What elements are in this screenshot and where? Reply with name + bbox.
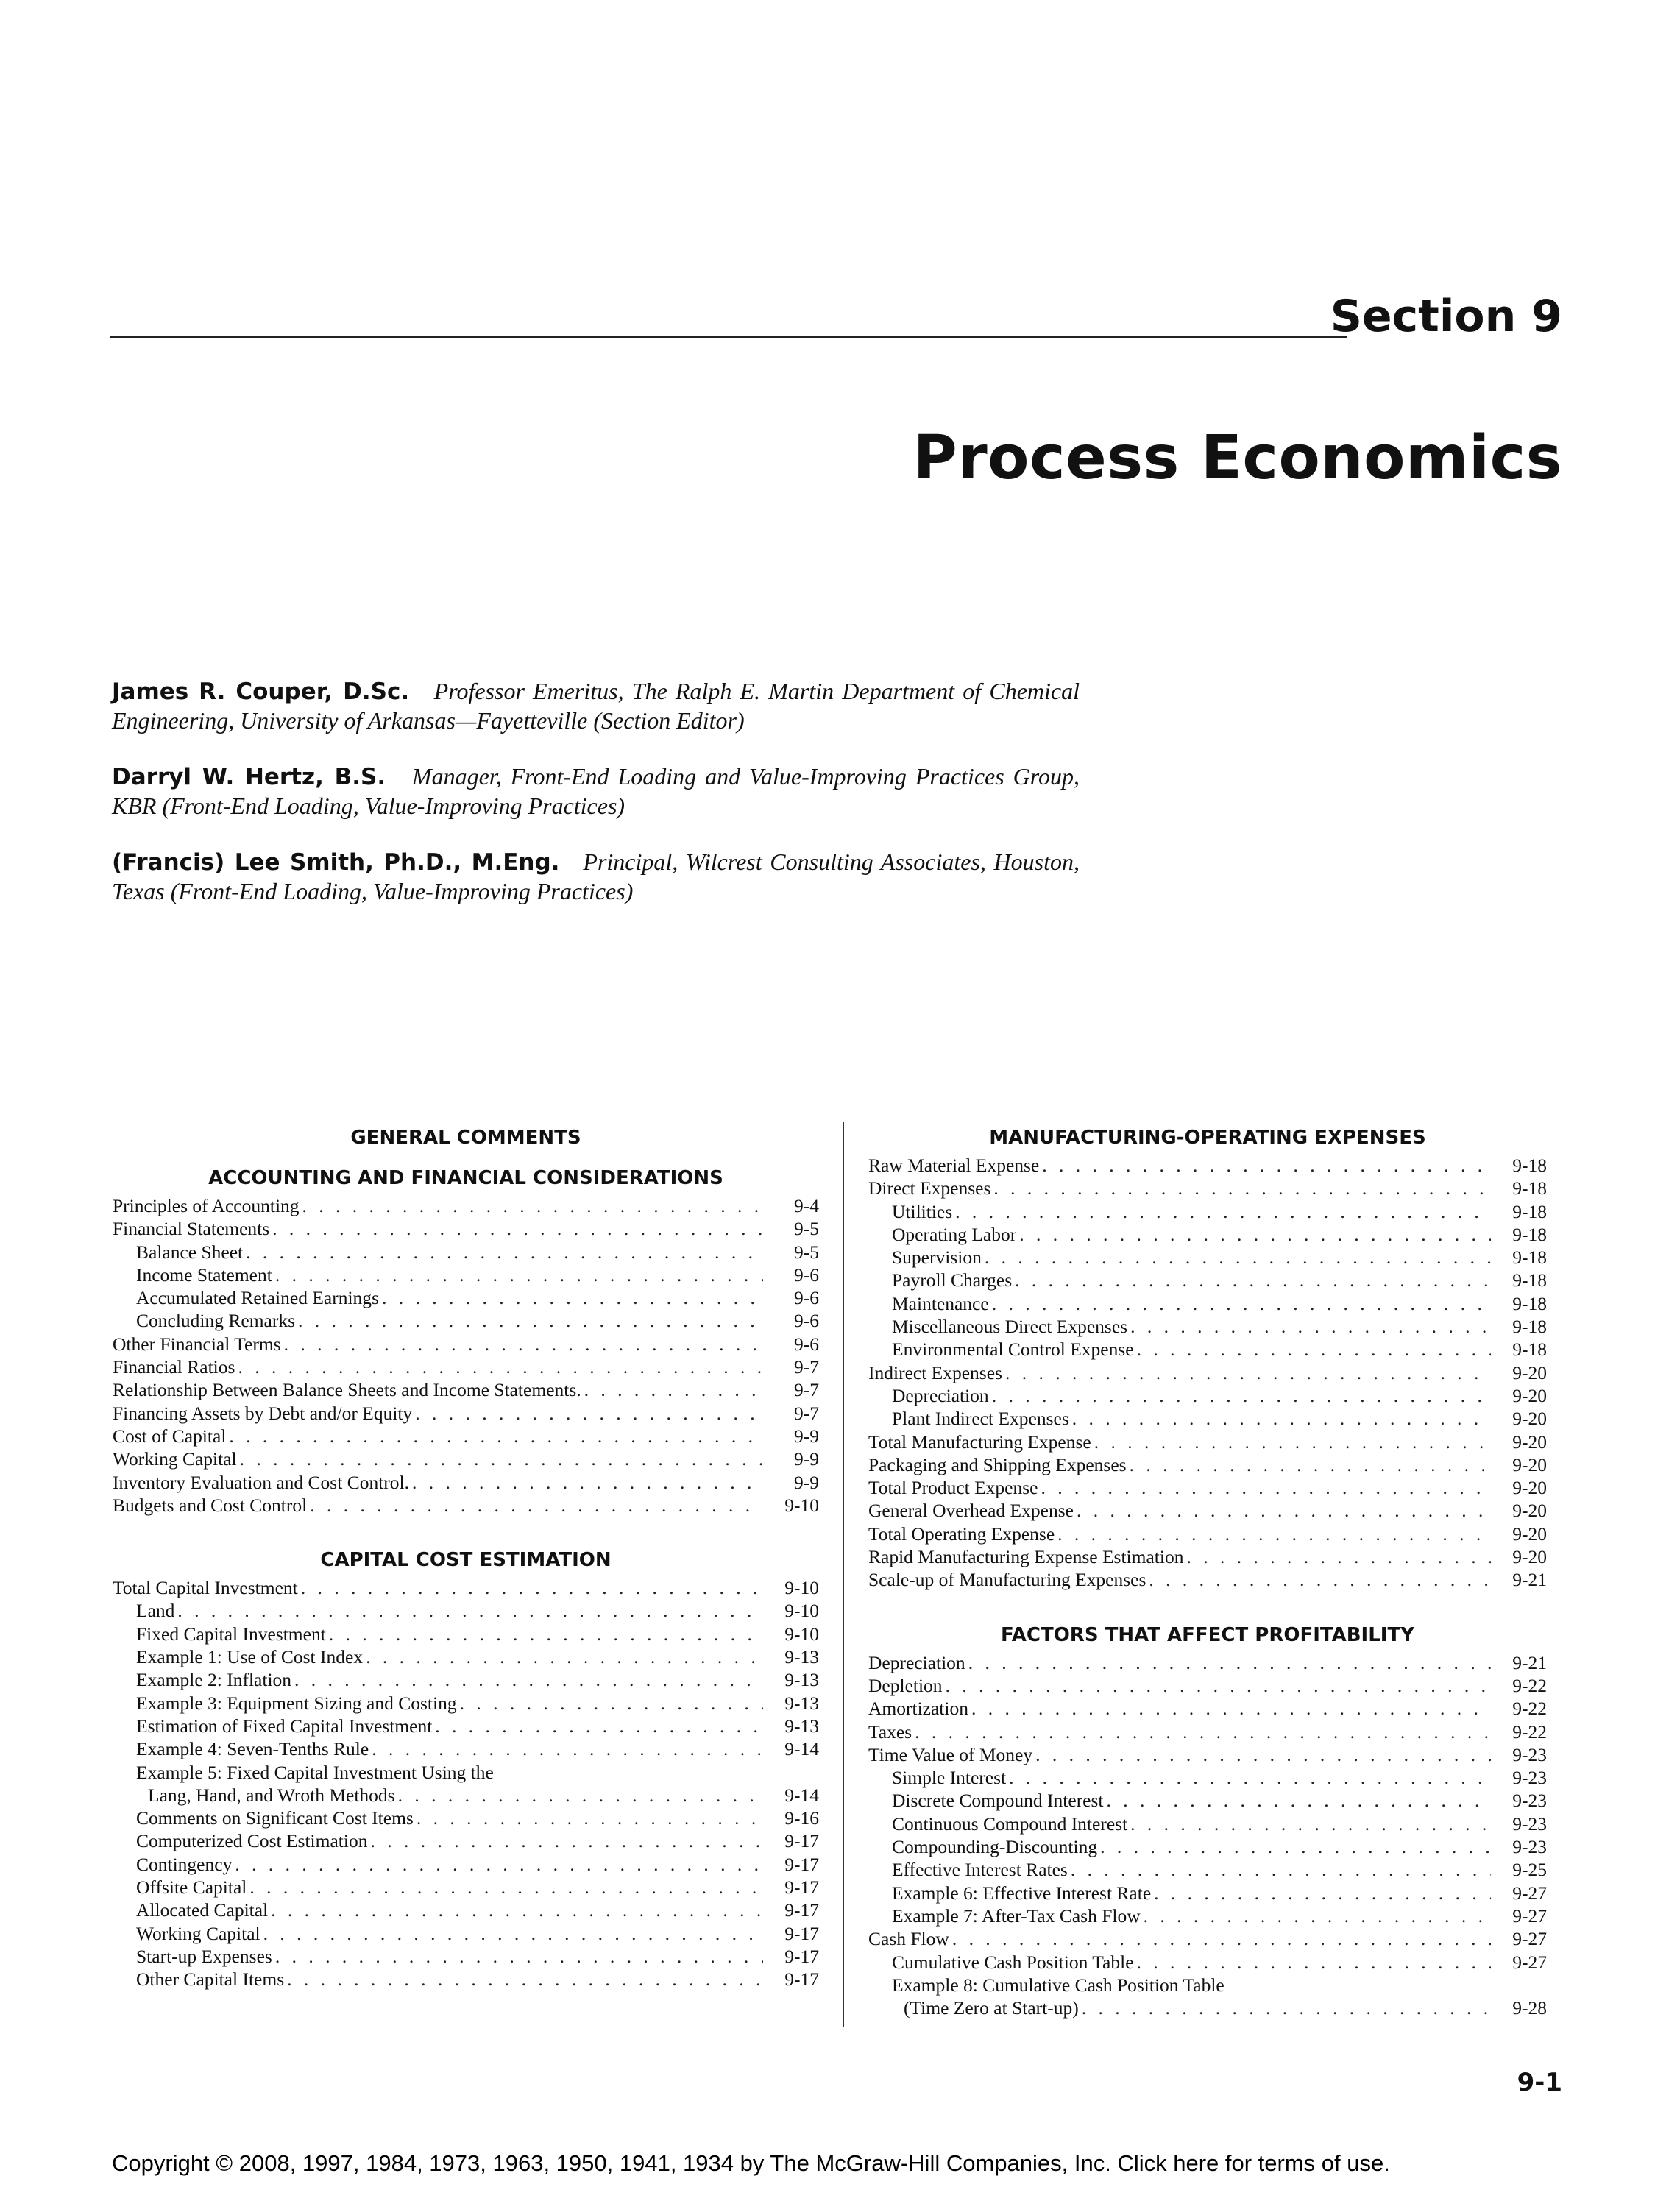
- toc-entry-label: Balance Sheet: [136, 1241, 244, 1263]
- toc-entry[interactable]: [868, 1499, 1547, 1522]
- toc-entry[interactable]: [868, 1523, 1547, 1545]
- toc-entry-label: Financial Statements: [113, 1218, 270, 1240]
- toc-entry-page: 9-18: [1512, 1200, 1547, 1222]
- toc-entry-page: 9-20: [1512, 1361, 1547, 1383]
- toc-entry-label: Taxes: [868, 1720, 912, 1743]
- toc-entry[interactable]: [113, 1692, 819, 1715]
- toc-entry[interactable]: [113, 1355, 819, 1378]
- toc-entry-page: 9-21: [1512, 1651, 1547, 1673]
- toc-entry[interactable]: [113, 1968, 819, 1991]
- toc-entry-page: 9-20: [1512, 1431, 1547, 1453]
- toc-entry-label: Depreciation: [892, 1384, 989, 1406]
- toc-entry[interactable]: [868, 1223, 1547, 1246]
- toc-entry-page: 9-17: [784, 1922, 819, 1944]
- toc-entry-label: Start-up Expenses: [136, 1945, 272, 1967]
- toc-entry[interactable]: [868, 1453, 1547, 1476]
- toc-entry-label: Example 7: After-Tax Cash Flow: [892, 1904, 1141, 1927]
- toc-entry[interactable]: [113, 1286, 819, 1309]
- toc-entry-label: Time Value of Money: [868, 1743, 1033, 1765]
- toc-entry-page: 9-17: [784, 1876, 819, 1899]
- toc-entry[interactable]: [868, 1361, 1547, 1384]
- header-rule: [110, 336, 1347, 338]
- toc-entry[interactable]: [113, 1715, 819, 1737]
- toc-entry-page: 9-10: [784, 1623, 819, 1645]
- toc-entry-label: Compounding-Discounting: [892, 1836, 1098, 1858]
- toc-entry[interactable]: [868, 1407, 1547, 1430]
- toc-entry-page: 9-6: [794, 1310, 819, 1332]
- toc-entry[interactable]: [113, 1333, 819, 1355]
- author-name: James R. Couper, D.Sc.: [112, 678, 410, 705]
- toc-entry-page: 9-5: [794, 1241, 819, 1263]
- toc-entry-label: Offsite Capital: [136, 1876, 247, 1899]
- toc-entry-page: 9-20: [1512, 1477, 1547, 1499]
- toc-entry[interactable]: [113, 1623, 819, 1645]
- toc-entry-page: 9-14: [784, 1738, 819, 1760]
- toc-entry-page: 9-22: [1512, 1698, 1547, 1720]
- toc-entry-label: Depletion: [868, 1674, 943, 1696]
- toc-entry-label: Land: [136, 1600, 175, 1622]
- toc-entry-label: Direct Expenses: [868, 1177, 991, 1199]
- toc-entry[interactable]: [113, 1899, 819, 1921]
- toc-heading-capital: CAPITAL COST ESTIMATION: [320, 1549, 612, 1572]
- toc-entry[interactable]: [868, 1246, 1547, 1269]
- toc-entry-label: Other Capital Items: [136, 1968, 285, 1991]
- toc-entry-page: 9-10: [784, 1600, 819, 1622]
- toc-entry-label: Income Statement: [136, 1263, 272, 1286]
- toc-entry-page: 9-20: [1512, 1408, 1547, 1430]
- toc-entry-page: 9-17: [784, 1830, 819, 1852]
- toc-entry[interactable]: [868, 1674, 1547, 1697]
- toc-entry[interactable]: [868, 1697, 1547, 1720]
- toc-entry[interactable]: [868, 1545, 1547, 1568]
- toc-entry[interactable]: [113, 1194, 819, 1217]
- author-list: [112, 677, 1080, 933]
- toc-entry-label: Inventory Evaluation and Cost Control.: [113, 1471, 409, 1493]
- toc-entry[interactable]: [113, 1402, 819, 1425]
- toc-entry-label: Cost of Capital: [113, 1425, 227, 1447]
- toc-entry-label: Estimation of Fixed Capital Investment: [136, 1715, 433, 1737]
- toc-entry-page: 9-13: [784, 1692, 819, 1714]
- toc-entry[interactable]: [113, 1784, 819, 1807]
- toc-entry-label: Example 1: Use of Cost Index: [136, 1646, 364, 1668]
- toc-entry-page: 9-10: [784, 1494, 819, 1516]
- toc-entry-label: Maintenance: [892, 1292, 989, 1314]
- toc-entry-page: 9-27: [1512, 1928, 1547, 1950]
- toc-entry-page: 9-20: [1512, 1546, 1547, 1568]
- toc-entry-label: Cumulative Cash Position Table: [892, 1951, 1134, 1973]
- author-description: Principal, Wilcrest Consulting Associates, Houston, Texas (Front-End Loading, Value-Improving Practices): [112, 848, 1080, 904]
- toc-entry[interactable]: [868, 1651, 1547, 1674]
- toc-entry-page: 9-13: [784, 1715, 819, 1737]
- toc-entry[interactable]: [113, 1494, 819, 1517]
- toc-entry-page: 9-6: [794, 1287, 819, 1309]
- toc-entry-page: 9-7: [794, 1402, 819, 1424]
- toc-entry-label: Allocated Capital: [136, 1899, 269, 1921]
- toc-entry[interactable]: [113, 1425, 819, 1447]
- toc-entry[interactable]: [868, 1292, 1547, 1315]
- author-entry: [112, 848, 1080, 906]
- toc-entry-page: 9-21: [1512, 1569, 1547, 1591]
- toc-entry-page: 9-23: [1512, 1790, 1547, 1812]
- toc-entry-page: 9-6: [794, 1263, 819, 1286]
- toc-entry-label: Total Product Expense: [868, 1477, 1038, 1499]
- toc-entry[interactable]: [868, 1927, 1547, 1950]
- toc-entry-label: Contingency: [136, 1853, 233, 1875]
- toc-entry-page: 9-13: [784, 1669, 819, 1691]
- toc-heading-manufacturing: MANUFACTURING-OPERATING EXPENSES: [989, 1127, 1426, 1149]
- toc-entry-label: Effective Interest Rates: [892, 1859, 1068, 1881]
- toc-entry-label: Example 6: Effective Interest Rate: [892, 1882, 1152, 1904]
- toc-entry-page: 9-18: [1512, 1177, 1547, 1199]
- toc-entry-page: 9-25: [1512, 1859, 1547, 1881]
- toc-entry-label: Indirect Expenses: [868, 1361, 1002, 1383]
- toc-entry[interactable]: [868, 1766, 1547, 1789]
- toc-entry-label: Amortization: [868, 1698, 968, 1720]
- toc-entry-label: Fixed Capital Investment: [136, 1623, 326, 1645]
- author-entry: [112, 677, 1080, 735]
- toc-entry-page: 9-18: [1512, 1247, 1547, 1269]
- toc-entry-page: 9-7: [794, 1356, 819, 1378]
- toc-entry-label: Relationship Between Balance Sheets and Income Statements.: [113, 1379, 581, 1401]
- toc-entry-label: Financing Assets by Debt and/or Equity: [113, 1402, 413, 1424]
- toc-entry-page: 9-17: [784, 1899, 819, 1921]
- toc-entry-label: Accumulated Retained Earnings: [136, 1287, 379, 1309]
- author-entry: [112, 762, 1080, 820]
- toc-entry[interactable]: [868, 1315, 1547, 1338]
- toc-entry-page: 9-14: [784, 1784, 819, 1806]
- toc-entry-label: Simple Interest: [892, 1767, 1007, 1789]
- toc-entry-page: 9-23: [1512, 1743, 1547, 1765]
- toc-entry[interactable]: [113, 1217, 819, 1240]
- toc-entry-page: 9-18: [1512, 1292, 1547, 1314]
- toc-right-column: [868, 1122, 1547, 2019]
- toc-heading-general-comments: GENERAL COMMENTS: [350, 1127, 581, 1149]
- toc-entry-page: 9-23: [1512, 1812, 1547, 1835]
- toc-entry[interactable]: [868, 1904, 1547, 1927]
- toc-entry[interactable]: [868, 1476, 1547, 1499]
- author-description: Professor Emeritus, The Ralph E. Martin Department of Chemical Engineering, University of Arkansas—Fayetteville (Section Editor): [112, 678, 1080, 734]
- toc-entry[interactable]: [868, 1177, 1547, 1199]
- toc-entry[interactable]: [868, 1858, 1547, 1881]
- toc-entry[interactable]: [868, 1384, 1547, 1407]
- toc-entry[interactable]: [868, 1835, 1547, 1858]
- toc-entry-page: 9-7: [794, 1379, 819, 1401]
- toc-entry-page: 9-23: [1512, 1767, 1547, 1789]
- toc-entry-label: Working Capital: [113, 1448, 237, 1470]
- toc-entry-label: Miscellaneous Direct Expenses: [892, 1316, 1128, 1338]
- toc-entry-page: 9-9: [794, 1448, 819, 1470]
- toc-entry-label: Computerized Cost Estimation: [136, 1830, 368, 1852]
- toc-entry[interactable]: Example 5: Fixed Capital Investment Using the: [136, 1761, 494, 1783]
- toc-entry[interactable]: [868, 1338, 1547, 1361]
- toc-entry[interactable]: [113, 1378, 819, 1401]
- toc-entry-label: Total Manufacturing Expense: [868, 1431, 1091, 1453]
- toc-entry-page: 9-13: [784, 1646, 819, 1668]
- toc-entry[interactable]: [868, 1431, 1547, 1453]
- toc-entry-page: 9-20: [1512, 1523, 1547, 1545]
- section-label: Section 9: [1330, 291, 1562, 342]
- toc-entry[interactable]: [868, 1568, 1547, 1591]
- toc-entry-page: 9-9: [794, 1425, 819, 1447]
- toc-entry-page: 9-18: [1512, 1223, 1547, 1245]
- toc-entry-label: Discrete Compound Interest: [892, 1790, 1104, 1812]
- toc-entry-label: Other Financial Terms: [113, 1333, 281, 1355]
- toc-entry-label: Lang, Hand, and Wroth Methods: [148, 1784, 395, 1806]
- toc-entry[interactable]: [113, 1737, 819, 1760]
- author-name: Darryl W. Hertz, B.S.: [112, 764, 386, 790]
- toc-entry[interactable]: [113, 1853, 819, 1876]
- toc-left-column: [113, 1122, 819, 1991]
- toc-entry-page: 9-18: [1512, 1155, 1547, 1176]
- toc-entry-page: 9-27: [1512, 1904, 1547, 1927]
- toc-entry-page: 9-18: [1512, 1269, 1547, 1291]
- toc-entry-label: Cash Flow: [868, 1928, 949, 1950]
- toc-entry-label: Example 3: Equipment Sizing and Costing: [136, 1692, 457, 1714]
- toc-entry-page: 9-10: [784, 1577, 819, 1599]
- toc-entry-label: Comments on Significant Cost Items: [136, 1807, 414, 1829]
- toc-entry-page: 9-27: [1512, 1882, 1547, 1904]
- toc-entry-page: 9-20: [1512, 1453, 1547, 1475]
- page-number: 9-1: [1517, 2068, 1562, 2097]
- toc-entry-label: Payroll Charges: [892, 1269, 1013, 1291]
- toc-entry-page: 9-9: [794, 1471, 819, 1493]
- toc-entry-page: 9-17: [784, 1945, 819, 1967]
- toc-entry-label: Supervision: [892, 1247, 982, 1269]
- toc-entry-page: 9-16: [784, 1807, 819, 1829]
- toc-entry[interactable]: [113, 1645, 819, 1668]
- toc-entry-page: 9-4: [794, 1195, 819, 1216]
- toc-entry[interactable]: [868, 1812, 1547, 1835]
- toc-entry-page: 9-27: [1512, 1951, 1547, 1973]
- toc-entry-page: 9-18: [1512, 1316, 1547, 1338]
- toc-entry[interactable]: [868, 1154, 1547, 1177]
- toc-entry-label: Principles of Accounting: [113, 1195, 300, 1216]
- author-name: (Francis) Lee Smith, Ph.D., M.Eng.: [112, 849, 560, 876]
- toc-entry[interactable]: [113, 1668, 819, 1691]
- toc-entry-label: Plant Indirect Expenses: [892, 1408, 1069, 1430]
- toc-entry[interactable]: [868, 1951, 1547, 1974]
- toc-entry-page: 9-6: [794, 1333, 819, 1355]
- toc-entry-label: Continuous Compound Interest: [892, 1812, 1128, 1835]
- toc-heading-accounting: ACCOUNTING AND FINANCIAL CONSIDERATIONS: [208, 1167, 723, 1189]
- toc-entry[interactable]: [113, 1447, 819, 1470]
- toc-entry[interactable]: [868, 1882, 1547, 1904]
- toc-entry-label: Environmental Control Expense: [892, 1339, 1134, 1361]
- toc-entry-label: Total Capital Investment: [113, 1577, 298, 1599]
- toc-entry[interactable]: [113, 1945, 819, 1968]
- toc-entry-label: Working Capital: [136, 1922, 260, 1944]
- toc-entry-page: 9-22: [1512, 1674, 1547, 1696]
- toc-entry-label: Packaging and Shipping Expenses: [868, 1453, 1127, 1475]
- toc-entry-label: Example 4: Seven-Tenths Rule: [136, 1738, 369, 1760]
- toc-entry[interactable]: [113, 1576, 819, 1599]
- toc-entry-label: Budgets and Cost Control: [113, 1494, 308, 1516]
- toc-entry-label: Example 2: Inflation: [136, 1669, 292, 1691]
- toc-entry-page: 9-28: [1512, 1997, 1547, 2019]
- toc-entry-page: 9-17: [784, 1853, 819, 1875]
- toc-entry-label: Rapid Manufacturing Expense Estimation: [868, 1546, 1184, 1568]
- toc-entry[interactable]: [113, 1471, 819, 1494]
- toc-entry[interactable]: [868, 1789, 1547, 1812]
- page-title: Process Economics: [912, 423, 1562, 493]
- toc-heading-factors: FACTORS THAT AFFECT PROFITABILITY: [1000, 1623, 1415, 1646]
- toc-entry-label: Scale-up of Manufacturing Expenses: [868, 1569, 1146, 1591]
- toc-entry[interactable]: [868, 1269, 1547, 1291]
- toc-entry[interactable]: [113, 1922, 819, 1945]
- author-description: Manager, Front-End Loading and Value-Improving Practices Group, KBR (Front-End Loading, Value-Improving Practices): [112, 763, 1080, 819]
- toc-entry[interactable]: [113, 1241, 819, 1263]
- toc-entry[interactable]: [113, 1829, 819, 1852]
- toc-entry[interactable]: [113, 1309, 819, 1332]
- toc-entry-label: Concluding Remarks: [136, 1310, 296, 1332]
- toc-entry[interactable]: [868, 1200, 1547, 1223]
- toc-entry[interactable]: [868, 1996, 1547, 2019]
- toc-entry-page: 9-5: [794, 1218, 819, 1240]
- toc-entry-label: Operating Labor: [892, 1223, 1017, 1245]
- toc-entry-page: 9-18: [1512, 1339, 1547, 1361]
- toc-entry-page: 9-20: [1512, 1384, 1547, 1406]
- column-divider: [843, 1122, 844, 2027]
- toc-entry[interactable]: [113, 1599, 819, 1622]
- toc-entry-label: General Overhead Expense: [868, 1500, 1074, 1522]
- toc-entry[interactable]: [113, 1876, 819, 1899]
- toc-entry[interactable]: Example 8: Cumulative Cash Position Table: [892, 1974, 1224, 1996]
- toc-entry-label: Total Operating Expense: [868, 1523, 1055, 1545]
- toc-entry-label: Utilities: [892, 1200, 953, 1222]
- copyright-link[interactable]: Copyright © 2008, 1997, 1984, 1973, 1963, 1950, 1941, 1934 by The McGraw-Hill Companies, Inc. Click here for terms of use.: [112, 2150, 1390, 2176]
- toc-entry-page: 9-17: [784, 1968, 819, 1991]
- toc-entry-label: Depreciation: [868, 1651, 965, 1673]
- toc-entry[interactable]: [868, 1743, 1547, 1766]
- toc-entry-page: 9-23: [1512, 1836, 1547, 1858]
- toc-entry-label: Raw Material Expense: [868, 1155, 1040, 1176]
- toc-entry[interactable]: [868, 1720, 1547, 1743]
- toc-entry-label: (Time Zero at Start-up): [904, 1997, 1079, 2019]
- toc-entry[interactable]: [113, 1263, 819, 1286]
- toc-entry-page: 9-20: [1512, 1500, 1547, 1522]
- toc-entry-label: Financial Ratios: [113, 1356, 235, 1378]
- toc-entry[interactable]: [113, 1807, 819, 1829]
- toc-entry-page: 9-22: [1512, 1720, 1547, 1743]
